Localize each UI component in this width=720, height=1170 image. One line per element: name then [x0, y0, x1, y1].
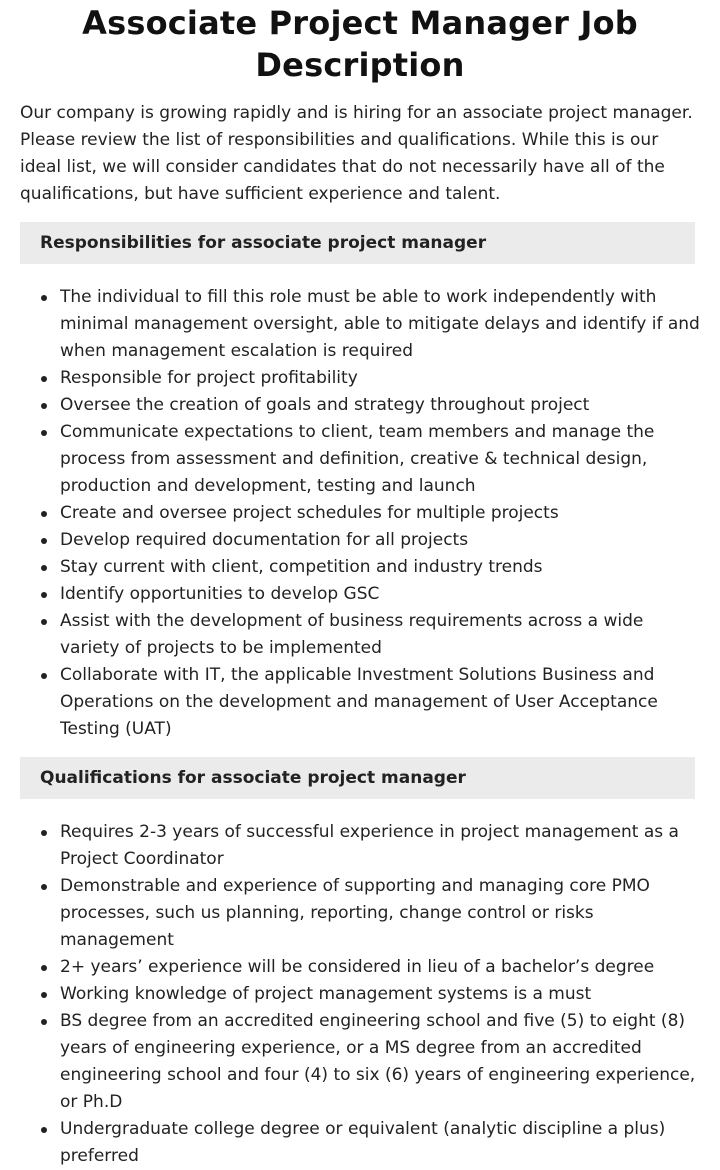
bullet-icon [41, 430, 47, 436]
list-item [20, 581, 700, 608]
list-item-text: Develop required documentation for all projects [60, 530, 469, 550]
bullet-icon [41, 673, 47, 679]
bullet-icon [41, 830, 47, 836]
list-item [20, 392, 700, 419]
page-title: Associate Project Manager Job Description [82, 4, 638, 84]
responsibilities-list [20, 284, 700, 743]
list-item-text: 2+ years’ experience will be considered in lieu of a bachelor’s degree [60, 957, 655, 977]
list-item [20, 554, 700, 581]
responsibilities-heading: Responsibilities for associate project manager [20, 222, 695, 264]
bullet-icon [41, 403, 47, 409]
list-item [20, 981, 700, 1008]
list-item [20, 819, 700, 873]
bullet-icon [41, 965, 47, 971]
qualifications-list [20, 819, 700, 1170]
list-item-text: Assist with the development of business requirements across a wide variety of projects to be implemented [60, 611, 644, 658]
bullet-icon [41, 538, 47, 544]
list-item [20, 954, 700, 981]
list-item [20, 1008, 700, 1116]
list-item-text: Stay current with client, competition and industry trends [60, 557, 543, 577]
list-item [20, 527, 700, 554]
list-item [20, 662, 700, 743]
list-item-text: Communicate expectations to client, team members and manage the process from assessment and definition, creative & technical design, production and development, testing and launch [60, 422, 655, 496]
list-item-text: The individual to fill this role must be able to work independently with minimal management oversight, able to mitigate delays and identify if and when management escalation is required [60, 287, 700, 361]
list-item [20, 419, 700, 500]
bullet-icon [41, 619, 47, 625]
list-item-text: Create and oversee project schedules for multiple projects [60, 503, 559, 523]
bullet-icon [41, 1019, 47, 1025]
list-item-text: Undergraduate college degree or equivalent (analytic discipline a plus) preferred [60, 1119, 666, 1166]
list-item-text: Collaborate with IT, the applicable Investment Solutions Business and Operations on the development and management of User Acceptance Testing (UAT) [60, 665, 658, 739]
bullet-icon [41, 884, 47, 890]
list-item [20, 608, 700, 662]
bullet-icon [41, 511, 47, 517]
list-item-text: Demonstrable and experience of supporting and managing core PMO processes, such us planning, reporting, change control or risks management [60, 876, 650, 950]
list-item [20, 1116, 700, 1170]
bullet-icon [41, 592, 47, 598]
list-item [20, 873, 700, 954]
list-item [20, 365, 700, 392]
intro-paragraph: Our company is growing rapidly and is hiring for an associate project manager. Please review the list of responsibilities and qualifications. While this is our ideal list, we will consider candidates that do not necessarily have all of the qualifications, but have sufficient experience and talent. [20, 103, 693, 204]
bullet-icon [41, 992, 47, 998]
bullet-icon [41, 1127, 47, 1133]
list-item-text: Oversee the creation of goals and strategy throughout project [60, 395, 590, 415]
bullet-icon [41, 295, 47, 301]
list-item-text: Responsible for project profitability [60, 368, 358, 388]
list-item [20, 284, 700, 365]
list-item-text: Requires 2-3 years of successful experience in project management as a Project Coordinator [60, 822, 679, 869]
bullet-icon [41, 376, 47, 382]
list-item [20, 500, 700, 527]
bullet-icon [41, 565, 47, 571]
qualifications-heading: Qualifications for associate project manager [20, 757, 695, 799]
list-item-text: BS degree from an accredited engineering school and five (5) to eight (8) years of engineering experience, or a MS degree from an accredited engineering school and four (4) to six (6) years of engineering experience, or Ph.D [60, 1011, 696, 1112]
list-item-text: Working knowledge of project management systems is a must [60, 984, 592, 1004]
list-item-text: Identify opportunities to develop GSC [60, 584, 380, 604]
